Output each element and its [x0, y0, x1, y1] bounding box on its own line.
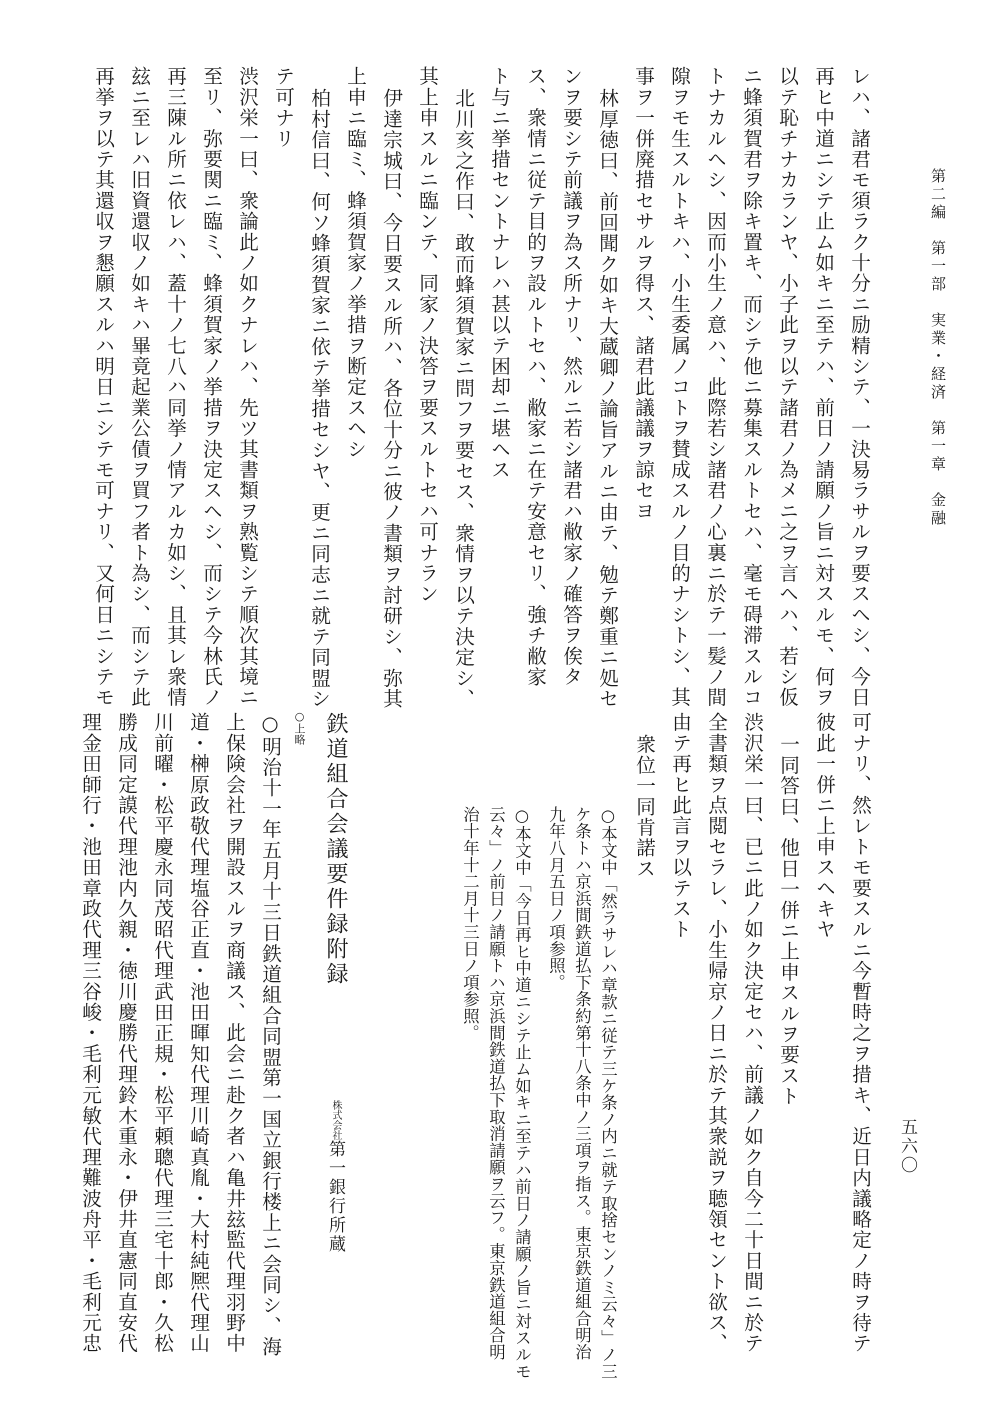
source-small-label: 株式会社: [330, 1100, 341, 1140]
lower-right-line: 渋沢栄一曰、已ニ此ノ如ク決定セハ、前議ノ如ク自今二十日間ニ於テ: [740, 712, 764, 1354]
note-line: ○本文中「今日再ヒ中道ニシテ止ム如キニ至テハ前日ノ請願ノ旨ニ対スルモ: [512, 806, 532, 1380]
upper-line: 上申ニ臨ミ、蜂須賀家ノ挙措ヲ断定スヘシ: [343, 66, 367, 460]
upper-line: 再挙ヲ以テ其還収ヲ懇願スルハ明日ニシテモ可ナリ、又何日ニシテモ: [91, 66, 115, 708]
lower-right-line: 由テ再ヒ此言ヲ以テスト: [668, 712, 692, 940]
upper-line: 至リ、弥要関ニ臨ミ、蜂須賀家ノ挙措ヲ決定スヘシ、而シテ今林氏ノ: [199, 66, 223, 708]
note-line: ケ条トハ京浜間鉄道払下条約第十八条中ノ三項ヲ指ス。東京鉄道組合明治: [572, 806, 592, 1361]
upper-line: レハ、諸君モ須ラク十分ニ励精シテ、一決易ラサルヲ要スヘシ、今日: [847, 66, 871, 708]
lower-left-line: 上保険会社ヲ開設スルヲ商議ス、此会ニ赴ク者ハ亀井玆監代理羽野中: [222, 712, 246, 1354]
lower-left-line: 理金田師行・池田章政代理三谷峻・毛利元敏代理難波舟平・毛利元忠: [78, 712, 102, 1354]
upper-line: 林厚徳曰、前回聞ク如キ大蔵卿ノ論旨アルニ由テ、勉テ鄭重ニ処セ: [595, 88, 619, 709]
source-label: 第一銀行所蔵: [325, 1140, 345, 1254]
note-line: 云々」ノ前日ノ請願トハ京浜間鉄道払下取消請願ヲ云フ。東京鉄道組合明: [486, 806, 506, 1361]
page-number: 五六〇: [897, 1118, 917, 1175]
upper-line: 渋沢栄一曰、衆論此ノ如クナレハ、先ツ其書類ヲ熟覧シテ順次其境ニ: [235, 66, 259, 708]
upper-line: 隙ヲモ生スルトキハ、小生委属ノコトヲ賛成スルノ目的ナシトシ、其: [667, 66, 691, 708]
section-title: 鉄道組合会議要件録附録: [323, 712, 348, 987]
upper-line: トナカルヘシ、因而小生ノ意ハ、此際若シ諸君ノ心裏ニ於テ一髪ノ間: [703, 66, 727, 708]
upper-line: 伊達宗城曰、今日要スル所ハ、各位十分ニ彼ノ書類ヲ討研シ、弥其: [379, 88, 403, 709]
upper-line: 事ヲ一併廃措セサルヲ得ス、諸君此議議ヲ諒セヨ: [631, 66, 655, 522]
upper-line: 以テ恥チナカランヤ、小子此ヲ以テ諸君ノ為メニ之ヲ言ヘハ、若シ仮: [775, 66, 799, 708]
upper-line: テ可ナリ: [271, 66, 295, 149]
note-line: ○本文中「然ラサレハ章款ニ従テ三ケ条ノ内ニ就テ取捨センノミ云々」ノ三: [598, 806, 618, 1380]
lower-left-line: 勝成同定謨代理池内久親・徳川慶勝代理鈴木重永・伊井直憲同直安代: [114, 712, 138, 1354]
upper-line: ス、衆情ニ従テ目的ヲ設ルトセハ、敝家ニ在テ安意セリ、強チ敝家: [523, 66, 547, 687]
lower-left-line: ○明治十一年五月十三日鉄道組合同盟第一国立銀行楼上ニ会同シ、海: [258, 712, 282, 1358]
upper-line: 再ヒ中道ニシテ止ム如キニ至テハ、前日ノ請願ノ旨ニ対スルモ、何ヲ: [811, 66, 835, 708]
abbreviation-mark: ○上略: [293, 710, 306, 745]
lower-right-line: 可ナリ、然レトモ要スルニ今暫時之ヲ措キ、近日内議略定ノ時ヲ待テ: [848, 712, 872, 1354]
upper-line: ニ蜂須賀君ヲ除キ置キ、而シテ他ニ募集スルトセハ、毫モ碍滞スルコ: [739, 66, 763, 708]
upper-line: 其上申スルニ臨ンテ、同家ノ決答ヲ要スルトセハ可ナラン: [415, 66, 439, 605]
lower-left-line: 道・榊原政敬代理塩谷正直・池田暉知代理川崎真胤・大村純熈代理山: [186, 712, 210, 1354]
lower-right-line: 衆位一同肯諾ス: [632, 734, 656, 879]
lower-right-line: 彼此一併ニ上申スヘキヤ: [812, 712, 836, 940]
lower-right-line: 全書類ヲ点閲セラレ、小生帰京ノ日ニ於テ其衆説ヲ聴領セント欲ス、: [704, 712, 728, 1354]
note-line: 治十年十二月十三日ノ項参照。: [460, 806, 480, 1042]
running-title: 第二編 第一部 実業・経済 第一章 金融: [929, 168, 947, 528]
upper-line: 柏村信曰、何ソ蜂須賀家ニ依テ挙措セシヤ、更ニ同志ニ就テ同盟シ: [307, 88, 331, 709]
upper-line: ンヲ要シテ前議ヲ為ス所ナリ、然ルニ若シ諸君ハ敝家ノ確答ヲ俟タ: [559, 66, 583, 687]
lower-left-line: 川前曜・松平慶永同茂昭代理武田正規・松平頼聰代理三宅十郎・久松: [150, 712, 174, 1354]
upper-line: 再三陳ル所ニ依レハ、蓋十ノ七八ハ同挙ノ情アルカ如シ、且其レ衆情: [163, 66, 187, 708]
note-line: 九年八月五日ノ項参照。: [546, 806, 566, 991]
upper-line: 北川亥之作曰、敢而蜂須賀家ニ問フヲ要セス、衆情ヲ以テ決定シ、: [451, 88, 475, 709]
upper-line: ト与ニ挙措セントナレハ甚以テ困却ニ堪ヘス: [487, 66, 511, 480]
upper-line: 玆ニ至レハ旧資還収ノ如キハ畢竟起業公債ヲ買フ者ト為シ、而シテ此: [127, 66, 151, 708]
lower-right-line: 一同答曰、他日一併ニ上申スルヲ要スト: [776, 734, 800, 1107]
section-source: [326, 1100, 343, 1330]
